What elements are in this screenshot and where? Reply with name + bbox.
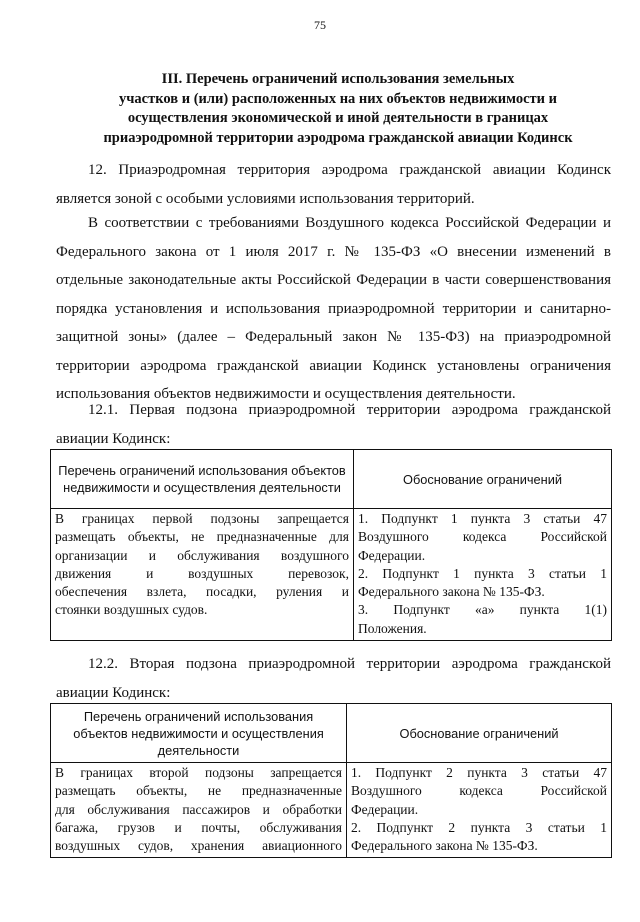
text-line: территории аэродрома гражданской авиации Кодинск установлены ограничения bbox=[56, 357, 611, 374]
text-line: 12. Приаэродромная территория аэродрома гражданской авиации Кодинск bbox=[88, 162, 611, 178]
text-line: обеспечения взлета, посадки, руления и bbox=[55, 584, 349, 600]
text-line: Положения. bbox=[358, 620, 427, 636]
text-line: Федерации. bbox=[358, 547, 426, 563]
heading-line: участков и (или) расположенных на них объектов недвижимости и bbox=[119, 90, 557, 107]
justification-text bbox=[354, 509, 612, 641]
column-header-justification: Обоснование ограничений bbox=[354, 450, 612, 509]
text-line: 2. Подпункт 1 пункта 3 статьи 1 bbox=[358, 565, 607, 581]
text-line: порядка установления и использования приаэродромной территории и санитарно- bbox=[56, 300, 611, 317]
text-line: В границах первой подзоны запрещается bbox=[55, 511, 349, 526]
text-line: В границах второй подзоны запрещается bbox=[55, 765, 342, 780]
text-line: авиации Кодинск: bbox=[56, 684, 171, 701]
text-line: является зоной с особыми условиями использования территорий. bbox=[56, 190, 475, 207]
paragraph-law-basis bbox=[56, 209, 611, 409]
text-line: 12.2. Вторая подзона приаэродромной территории аэродрома гражданской bbox=[88, 656, 611, 672]
text-line: 2. Подпункт 2 пункта 3 статьи 1 bbox=[351, 819, 607, 835]
justification-text bbox=[347, 763, 612, 858]
text-line: 12.1. Первая подзона приаэродромной территории аэродрома гражданской bbox=[88, 402, 611, 418]
text-line: размещать объекты, не предназначенные для bbox=[55, 529, 349, 545]
heading-line: приаэродромной территории аэродрома гражданской авиации Кодинск bbox=[103, 129, 573, 146]
text-line: Федерального закона № 135-ФЗ. bbox=[358, 584, 545, 600]
column-header-restrictions: Перечень ограничений использования объектов недвижимости и осуществления деятельности bbox=[51, 704, 347, 763]
text-line: организации и обслуживания воздушного bbox=[55, 547, 349, 563]
text-line: воздушных судов, хранения авиационного bbox=[55, 838, 342, 854]
text-line: 1. Подпункт 2 пункта 3 статьи 47 bbox=[351, 765, 607, 780]
table-row bbox=[51, 509, 612, 641]
column-header-restrictions: Перечень ограничений использования объектов недвижимости и осуществления деятельности bbox=[51, 450, 354, 509]
paragraph-12-2 bbox=[56, 650, 611, 707]
text-line: 3. Подпункт «а» пункта 1(1) bbox=[358, 602, 607, 618]
section-heading bbox=[58, 70, 618, 148]
text-line: использования объектов недвижимости и осуществления деятельности. bbox=[56, 386, 516, 402]
text-line: размещать объекты, не предназначенные bbox=[55, 783, 342, 799]
restrictions-table-subzone-2 bbox=[50, 703, 612, 858]
text-line: защитной зоны» (далее – Федеральный закон № 135-ФЗ) на приаэродромной bbox=[56, 329, 611, 345]
column-header-justification: Обоснование ограничений bbox=[347, 704, 612, 763]
text-line: для обслуживания пассажиров и обработки bbox=[55, 801, 342, 817]
table-row bbox=[51, 763, 612, 858]
table-header-row bbox=[51, 450, 612, 509]
paragraph-12 bbox=[56, 156, 611, 213]
text-line: Воздушного кодекса Российской bbox=[358, 529, 607, 545]
page-number: 75 bbox=[314, 18, 326, 32]
heading-line: осуществления экономической и иной деятельности в границах bbox=[127, 110, 549, 126]
restrictions-table-subzone-1 bbox=[50, 449, 612, 641]
text-line: стоянки воздушных судов. bbox=[55, 602, 208, 618]
restriction-text bbox=[51, 509, 354, 641]
heading-line: III. Перечень ограничений использования земельных bbox=[161, 71, 515, 87]
text-line: Воздушного кодекса Российской bbox=[351, 783, 607, 799]
text-line: Федерации. bbox=[351, 801, 419, 817]
text-line: багажа, грузов и почты, обслуживания bbox=[55, 819, 342, 835]
text-line: В соответствии с требованиями Воздушного кодекса Российской Федерации и bbox=[88, 215, 611, 231]
table-header-row bbox=[51, 704, 612, 763]
text-line: Федерального закона № 135-ФЗ. bbox=[351, 838, 538, 854]
restriction-text bbox=[51, 763, 347, 858]
text-line: Федерального закона от 1 июля 2017 г. № 135-ФЗ «О внесении изменений в bbox=[56, 243, 611, 260]
text-line: авиации Кодинск: bbox=[56, 430, 171, 447]
text-line: отдельные законодательные акты Российской Федерации в части совершенствования bbox=[56, 272, 611, 288]
text-line: 1. Подпункт 1 пункта 3 статьи 47 bbox=[358, 511, 607, 526]
text-line: движения и воздушных перевозок, bbox=[55, 565, 349, 581]
paragraph-12-1 bbox=[56, 396, 611, 453]
